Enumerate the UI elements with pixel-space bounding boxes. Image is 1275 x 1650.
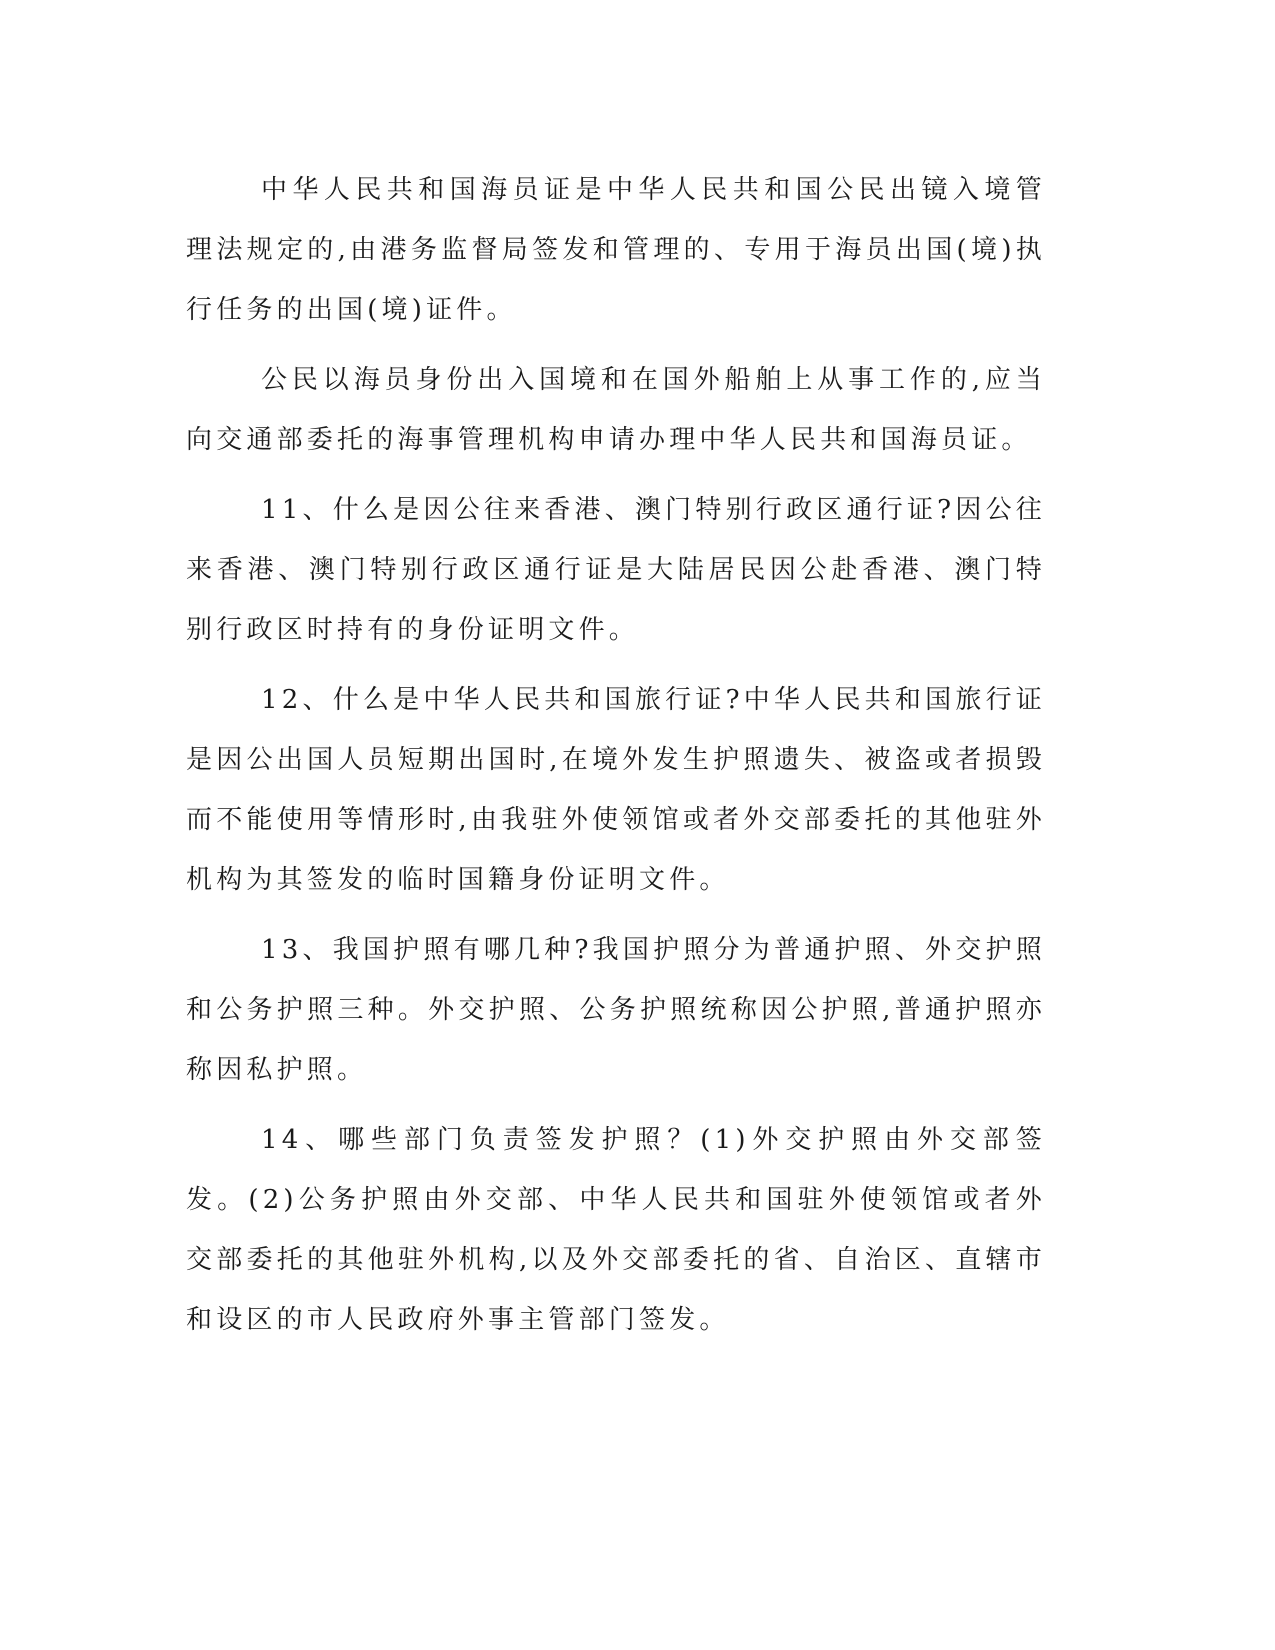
document-body	[186, 160, 1046, 1360]
paragraph-item-11: 11、什么是因公往来香港、澳门特别行政区通行证?因公往来香港、澳门特别行政区通行证是大陆居民因公赴香港、澳门特别行政区时持有的身份证明文件。	[186, 495, 1046, 645]
paragraph-seaman-card: 中华人民共和国海员证是中华人民共和国公民出镜入境管理法规定的,由港务监督局签发和管理的、专用于海员出国(境)执行任务的出国(境)证件。	[186, 175, 1046, 325]
paragraph-item-14: 14、哪些部门负责签发护照？(1)外交护照由外交部签发。(2)公务护照由外交部、中华人民共和国驻外使领馆或者外交部委托的其他驻外机构,以及外交部委托的省、自治区、直辖市和设区的市人民政府外事主管部门签发。	[186, 1125, 1046, 1335]
paragraph-seaman-application: 公民以海员身份出入国境和在国外船舶上从事工作的,应当向交通部委托的海事管理机构申请办理中华人民共和国海员证。	[186, 365, 1046, 455]
paragraph-item-13: 13、我国护照有哪几种?我国护照分为普通护照、外交护照和公务护照三种。外交护照、公务护照统称因公护照,普通护照亦称因私护照。	[186, 935, 1046, 1085]
paragraph-item-12: 12、什么是中华人民共和国旅行证?中华人民共和国旅行证是因公出国人员短期出国时,在境外发生护照遗失、被盗或者损毁而不能使用等情形时,由我驻外使领馆或者外交部委托的其他驻外机构为其签发的临时国籍身份证明文件。	[186, 685, 1046, 895]
